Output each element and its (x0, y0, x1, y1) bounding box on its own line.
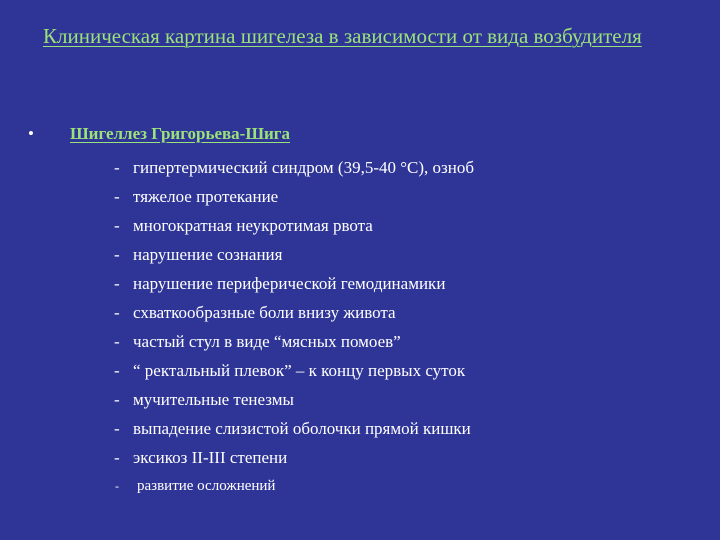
list-item-text: “ ректальный плевок” – к концу первых суток (133, 361, 466, 380)
section-heading: Шигеллез Григорьева-Шига (70, 124, 291, 143)
list-item-text: тяжелое протекание (133, 187, 279, 206)
dash-icon: - (114, 303, 120, 322)
list-item-text: многократная неукротимая рвота (133, 216, 373, 235)
dash-icon: - (114, 274, 120, 293)
bullet-icon: • (28, 124, 34, 143)
list-item-text: развитие осложнений (137, 478, 276, 494)
dash-icon: - (115, 479, 119, 493)
dash-icon: - (114, 419, 120, 438)
dash-icon: - (114, 448, 120, 467)
dash-icon: - (114, 158, 120, 177)
dash-icon: - (114, 332, 120, 351)
dash-icon: - (114, 187, 120, 206)
list-item-text: нарушение периферической гемодинамики (133, 274, 446, 293)
dash-icon: - (114, 245, 120, 264)
list-item-text: гипертермический синдром (39,5-40 °С), озноб (133, 158, 474, 177)
dash-icon: - (114, 390, 120, 409)
list-item-text: мучительные тенезмы (133, 390, 294, 409)
slide-title: Клиническая картина шигелеза в зависимости от вида возбудителя (43, 24, 642, 48)
list-item-text: схваткообразные боли внизу живота (133, 303, 396, 322)
list-item-text: выпадение слизистой оболочки прямой кишки (133, 419, 471, 438)
dash-icon: - (114, 361, 120, 380)
list-item-text: нарушение сознания (133, 245, 283, 264)
list-item-text: частый стул в виде “мясных помоев” (133, 332, 401, 351)
list-item-text: эксикоз II-III степени (133, 448, 288, 467)
dash-icon: - (114, 216, 120, 235)
